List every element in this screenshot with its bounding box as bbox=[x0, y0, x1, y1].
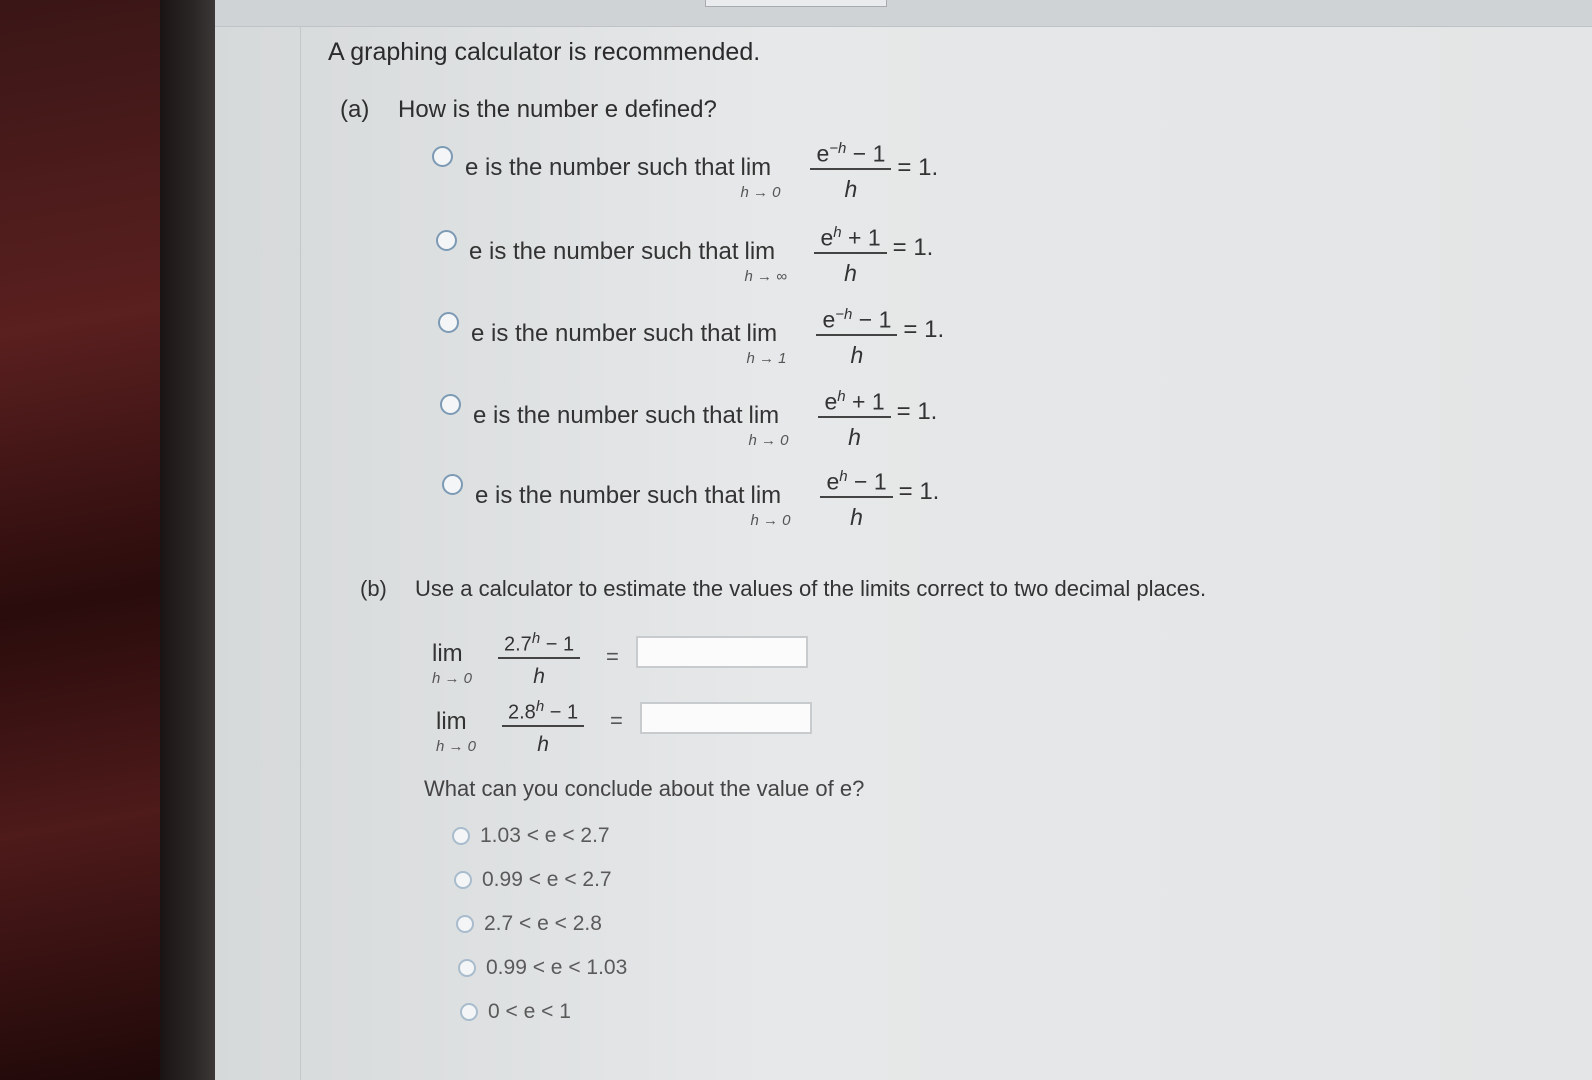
equals-sign: = bbox=[606, 644, 619, 669]
equals-sign: = bbox=[610, 708, 623, 733]
option-a-4[interactable] bbox=[440, 388, 937, 451]
equals-one: = 1. bbox=[903, 316, 945, 343]
part-b-text: Use a calculator to estimate the values of the limits correct to two decimal places. bbox=[415, 576, 1207, 601]
top-tab[interactable] bbox=[705, 0, 887, 7]
option-a-5[interactable] bbox=[442, 468, 939, 531]
limit-expression: lim h → 0 bbox=[436, 708, 477, 755]
radio-button[interactable] bbox=[438, 312, 459, 333]
left-divider bbox=[300, 26, 301, 1080]
radio-button[interactable] bbox=[456, 915, 474, 933]
fraction: $\frac{2.8^h - 1}{h}$ bbox=[502, 698, 584, 757]
part-a-question bbox=[340, 96, 717, 124]
limit-expression: lim h → 0 bbox=[750, 482, 791, 529]
radio-button[interactable] bbox=[460, 1003, 478, 1021]
option-text: e is the number such that bbox=[475, 482, 745, 509]
fraction: $\frac{e^h - 1}{h}$ bbox=[820, 468, 892, 531]
part-a-text: How is the number e defined? bbox=[398, 96, 717, 123]
radio-button[interactable] bbox=[454, 871, 472, 889]
part-a-label: (a) bbox=[340, 96, 370, 123]
limit-expression: lim h → 0 bbox=[748, 402, 789, 449]
top-bar bbox=[215, 0, 1592, 27]
option-text: e is the number such that bbox=[469, 238, 739, 265]
option-a-1[interactable] bbox=[432, 140, 938, 203]
answer-input-2-7[interactable] bbox=[636, 636, 808, 668]
equals-one: = 1. bbox=[897, 154, 939, 181]
part-b-label: (b) bbox=[360, 576, 387, 601]
radio-button[interactable] bbox=[440, 394, 461, 415]
fraction: $\frac{e^h + 1}{h}$ bbox=[818, 388, 890, 451]
option-a-2[interactable] bbox=[436, 224, 933, 287]
part-b-instruction bbox=[360, 576, 1206, 602]
radio-button[interactable] bbox=[452, 827, 470, 845]
limit-expression: lim h → ∞ bbox=[744, 238, 787, 285]
conclusion-option-3[interactable]: 2.7 < e < 2.8 bbox=[456, 912, 602, 936]
limit-2-7 bbox=[426, 630, 580, 689]
fraction: $\frac{e^{-h} - 1}{h}$ bbox=[816, 306, 897, 369]
fraction: $\frac{2.7^h - 1}{h}$ bbox=[498, 630, 580, 689]
equals-one: = 1. bbox=[896, 398, 938, 425]
conclusion-question: What can you conclude about the value of e? bbox=[424, 776, 865, 801]
conclusion-option-1[interactable]: 1.03 < e < 2.7 bbox=[452, 824, 610, 848]
option-text: e is the number such that bbox=[473, 402, 743, 429]
radio-button[interactable] bbox=[436, 230, 457, 251]
calculator-note: A graphing calculator is recommended. bbox=[328, 38, 761, 66]
fraction: $\frac{e^{-h} - 1}{h}$ bbox=[810, 140, 891, 203]
limit-2-8 bbox=[430, 698, 584, 757]
limit-expression: lim h → 0 bbox=[740, 154, 781, 201]
equals-one: = 1. bbox=[898, 478, 940, 505]
option-a-3[interactable] bbox=[438, 306, 944, 369]
option-text: e is the number such that bbox=[471, 320, 741, 347]
conclusion-option-2[interactable]: 0.99 < e < 2.7 bbox=[454, 868, 612, 892]
monitor-edge bbox=[160, 0, 215, 1080]
conclusion-option-5[interactable]: 0 < e < 1 bbox=[460, 1000, 571, 1024]
answer-input-2-8[interactable] bbox=[640, 702, 812, 734]
radio-button[interactable] bbox=[442, 474, 463, 495]
equals-one: = 1. bbox=[892, 234, 934, 261]
radio-button[interactable] bbox=[458, 959, 476, 977]
fraction: $\frac{e^h + 1}{h}$ bbox=[814, 224, 886, 287]
limit-expression: lim h → 0 bbox=[432, 640, 473, 687]
limit-expression: lim h → 1 bbox=[746, 320, 787, 367]
option-text: e is the number such that bbox=[465, 154, 735, 181]
radio-button[interactable] bbox=[432, 146, 453, 167]
conclusion-option-4[interactable]: 0.99 < e < 1.03 bbox=[458, 956, 627, 980]
